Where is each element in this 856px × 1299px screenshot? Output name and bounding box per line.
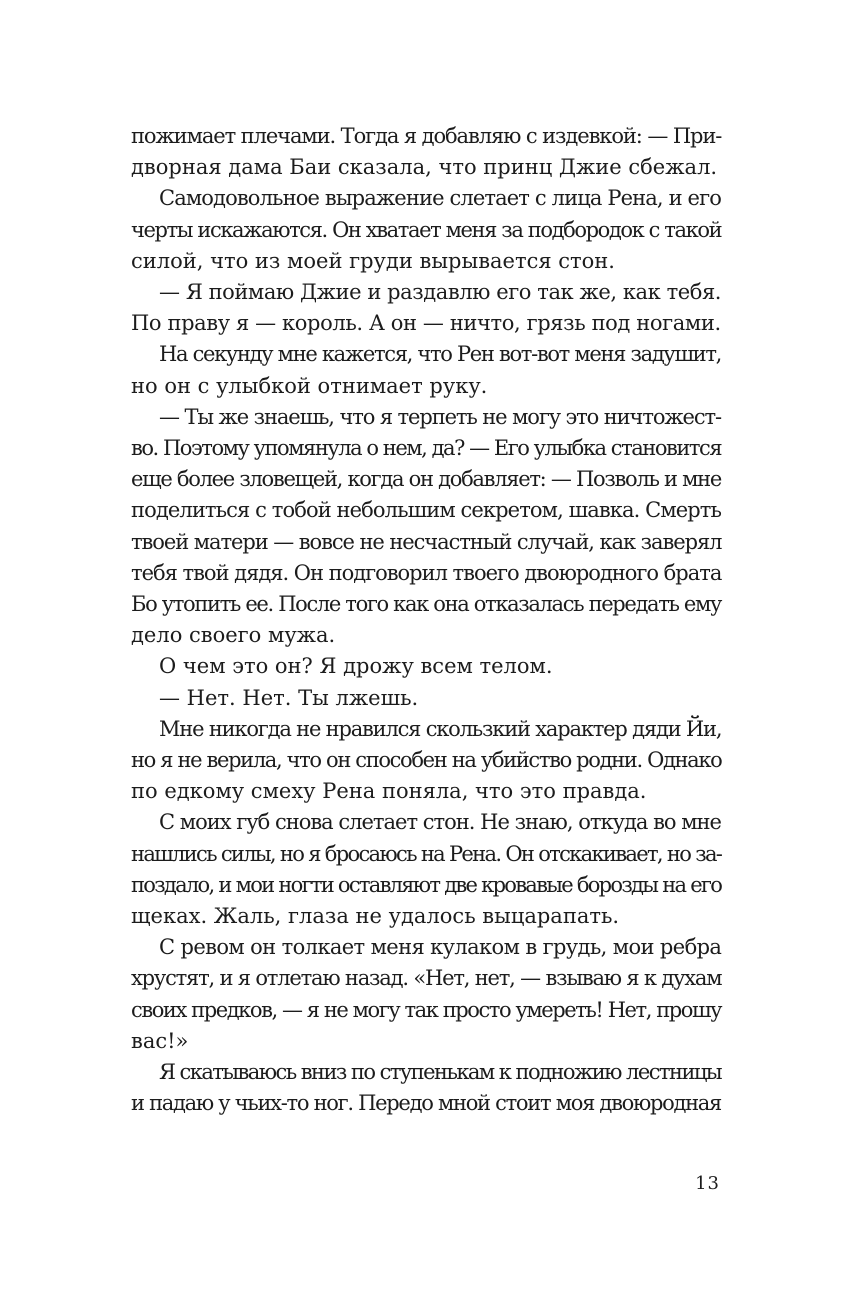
text-line: — Я поймаю Джие и раздавлю его так же, как тебя. — [159, 280, 721, 305]
body-text — [131, 121, 721, 1120]
text-line: Я скатываюсь вниз по ступенькам к подножию лестницы — [159, 1060, 722, 1085]
text-line: во. Поэтому упомянула о нем, да? — Его улыбка становится — [131, 436, 722, 461]
text-line: хрустят, и я отлетаю назад. «Нет, нет, — взываю я к духам — [131, 966, 722, 991]
text-line: но я не верила, что он способен на убийство родни. Однако — [131, 748, 722, 773]
text-line: по едкому смеху Рена поняла, что это правда. — [131, 779, 647, 804]
text-line: силой, что из моей груди вырывается стон. — [131, 248, 615, 273]
text-line: тебя твой дядя. Он подговорил твоего двоюродного брата — [131, 560, 722, 585]
text-line: О чем это он? Я дрожу всем телом. — [159, 654, 553, 679]
text-line: дело своего мужа. — [131, 623, 336, 648]
text-line: С моих губ снова слетает стон. Не знаю, откуда во мне — [159, 810, 721, 835]
text-line: Бо утопить ее. После того как она отказалась передать ему — [131, 592, 721, 617]
text-line: Мне никогда не нравился скользкий характер дяди Йи, — [159, 716, 722, 741]
text-line: пожимает плечами. Тогда я добавляю с издевкой: — При- — [131, 124, 722, 148]
text-line: своих предков, — я не могу так просто умереть! Нет, прошу — [131, 997, 721, 1022]
text-line: На секунду мне кажется, что Рен вот-вот меня задушит, — [159, 342, 721, 367]
text-line: нашлись силы, но я бросаюсь на Рена. Он отскакивает, но за- — [131, 841, 722, 866]
text-line: и падаю у чьих-то ног. Передо мной стоит моя двоюродная — [131, 1091, 721, 1116]
text-line: еще более зловещей, когда он добавляет: — Позволь и мне — [131, 467, 721, 492]
text-line: поделиться с тобой небольшим секретом, шавка. Смерть — [131, 498, 722, 523]
text-line: — Ты же знаешь, что я терпеть не могу это ничтожест- — [159, 404, 721, 429]
text-line: но он с улыбкой отнимает руку. — [131, 373, 488, 398]
text-line: поздало, и мои ногти оставляют две кровавые борозды на его — [131, 872, 722, 897]
text-line: С ревом он толкает меня кулаком в грудь, мои ребра — [159, 935, 722, 960]
page-number: 13 — [695, 1173, 720, 1194]
text-line: вас!» — [131, 1028, 189, 1053]
text-line: черты искажаются. Он хватает меня за подбородок с такой — [131, 217, 722, 242]
text-line: щеках. Жаль, глаза не удалось выцарапать. — [131, 904, 620, 929]
text-line: Самодовольное выражение слетает с лица Рена, и его — [159, 186, 721, 211]
text-line: — Нет. Нет. Ты лжешь. — [159, 685, 419, 710]
text-line: дворная дама Баи сказала, что принц Джие сбежал. — [131, 155, 718, 180]
text-line: твоей матери — вовсе не несчастный случай, как заверял — [131, 529, 722, 554]
text-line: По праву я — король. А он — ничто, грязь под ногами. — [131, 311, 721, 336]
